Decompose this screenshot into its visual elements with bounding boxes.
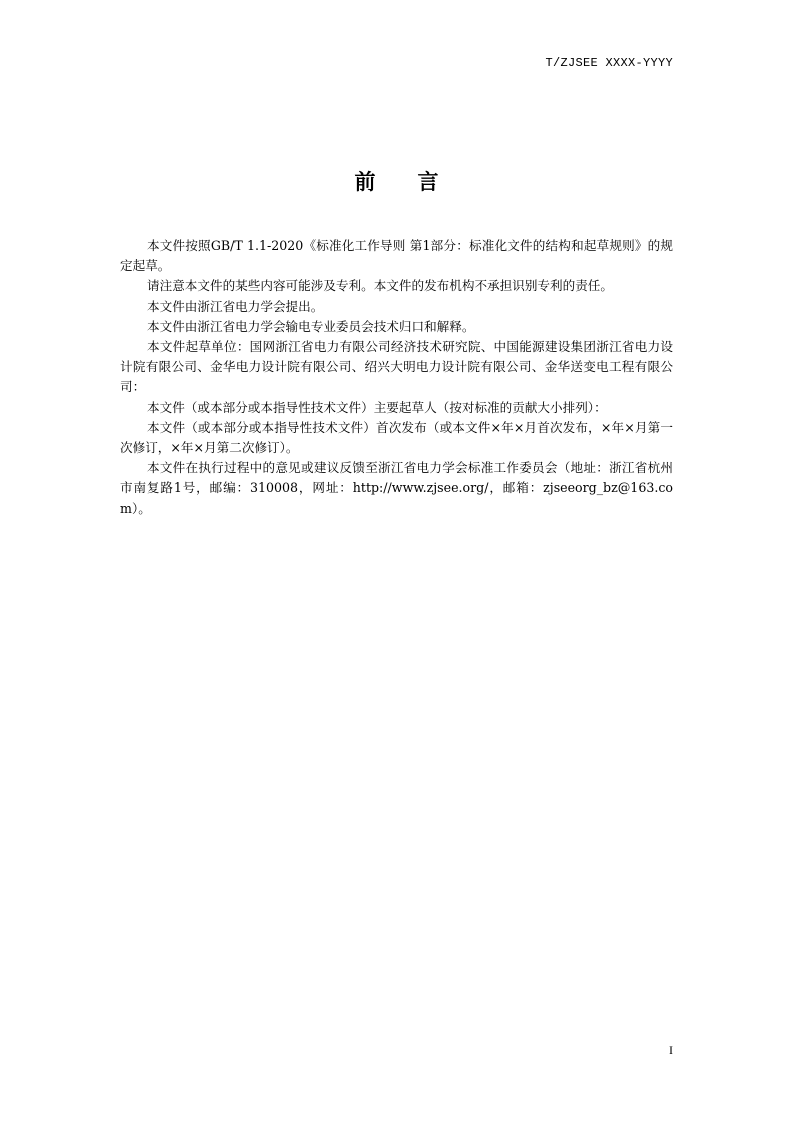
foreword-body [120,236,673,519]
document-code: T/ZJSEE XXXX-YYYY [545,56,673,70]
page-number: I [669,1043,673,1057]
paragraph-feedback-contact: 本文件在执行过程中的意见或建议反馈至浙江省电力学会标准工作委员会（地址：浙江省杭州市南复路1号，邮编：310008，网址：http://www.zjsee.org/，邮箱：zjseeorg_bz@163.com）。 [120,460,673,516]
paragraph-proposer: 本文件由浙江省电力学会提出。 [147,298,324,314]
paragraph-release-history: 本文件（或本部分或本指导性技术文件）首次发布（或本文件×年×月首次发布，×年×月第一次修订，×年×月第二次修订）。 [120,419,673,456]
paragraph-drafting-units: 本文件起草单位：国网浙江省电力有限公司经济技术研究院、中国能源建设集团浙江省电力设计院有限公司、金华电力设计院有限公司、绍兴大明电力设计院有限公司、金华送变电工程有限公司： [120,339,673,395]
paragraph-interpretation: 本文件由浙江省电力学会输电专业委员会技术归口和解释。 [147,318,475,334]
page-title: 前 言 [354,170,439,194]
paragraph-patent-notice: 请注意本文件的某些内容可能涉及专利。本文件的发布机构不承担识别专利的责任。 [147,278,613,294]
paragraph-main-drafters: 本文件（或本部分或本指导性技术文件）主要起草人（按对标准的贡献大小排列）： [147,399,607,415]
paragraph-drafting-rules: 本文件按照GB/T 1.1-2020《标准化工作导则 第1部分：标准化文件的结构和起草规则》的规定起草。 [120,238,673,274]
